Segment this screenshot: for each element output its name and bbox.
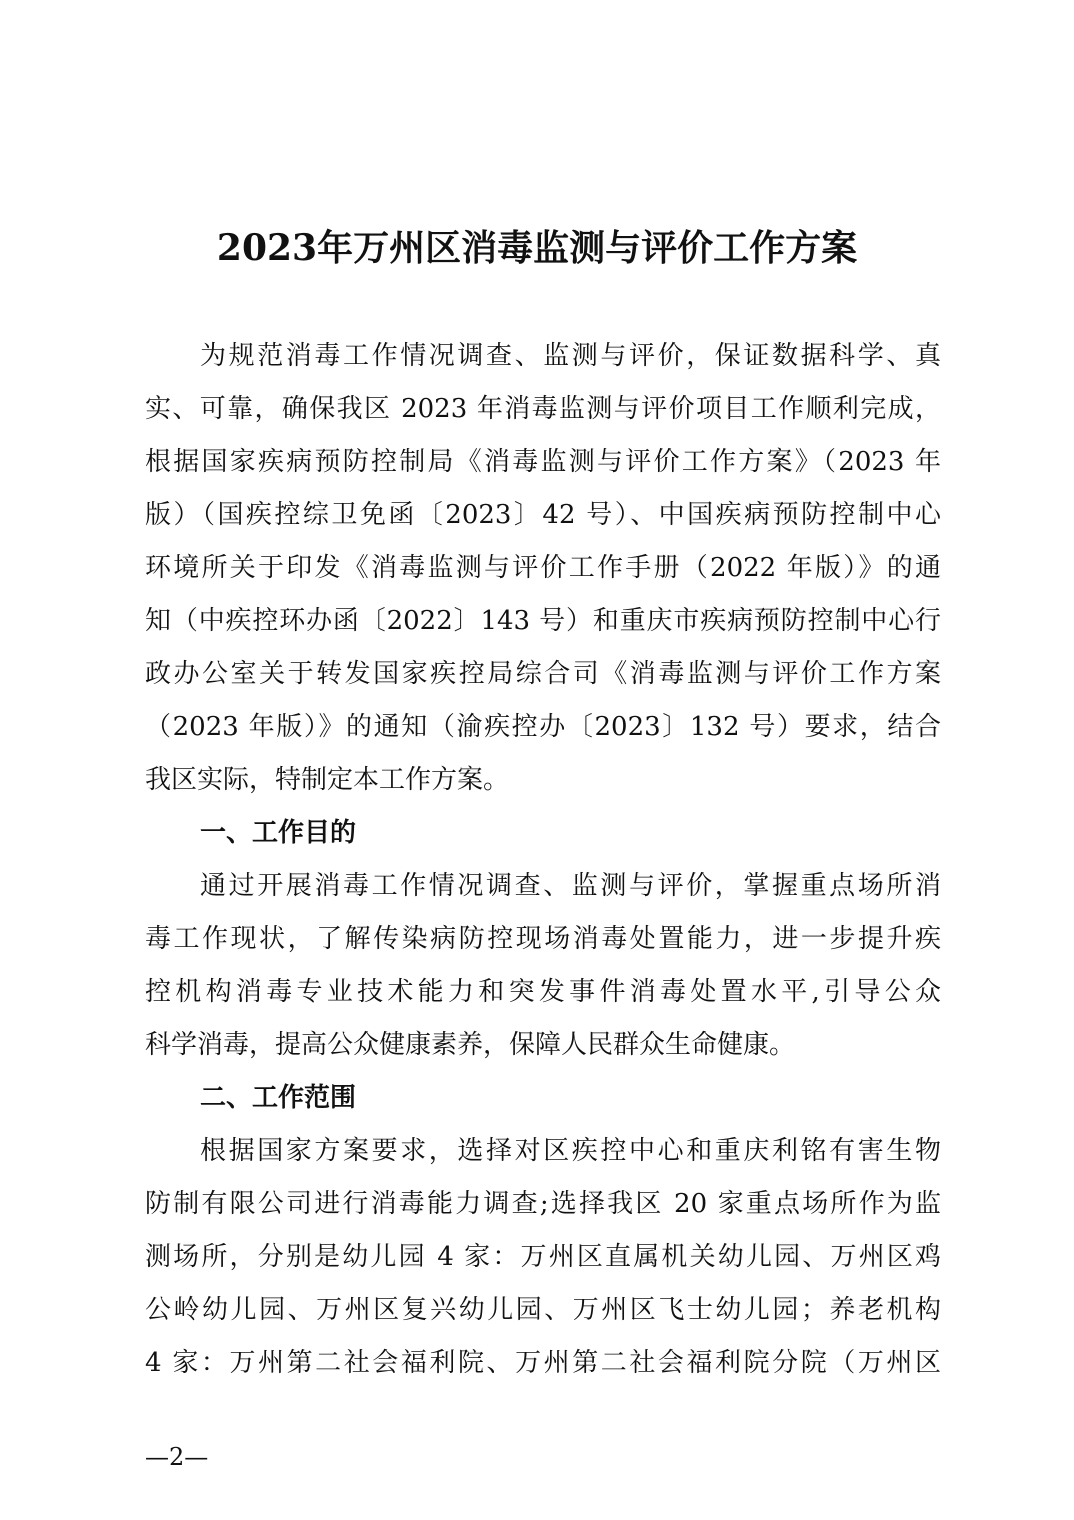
- page-number: —2—: [145, 1443, 209, 1471]
- intro-line-2: 实、可靠，确保我区 2023 年消毒监测与评价项目工作顺利完成，: [145, 394, 941, 424]
- document-title: 2023年万州区消毒监测与评价工作方案: [216, 227, 858, 269]
- intro-line-3: 根据国家疾病预防控制局《消毒监测与评价工作方案》（2023 年: [145, 447, 941, 477]
- section-1-line-4: 科学消毒，提高公众健康素养，保障人民群众生命健康。: [145, 1030, 796, 1060]
- section-2-line-1: 根据国家方案要求，选择对区疾控中心和重庆利铭有害生物: [200, 1136, 941, 1166]
- section-2-line-4: 公岭幼儿园、万州区复兴幼儿园、万州区飞士幼儿园；养老机构: [145, 1295, 941, 1325]
- section-2-line-5: 4 家：万州第二社会福利院、万州第二社会福利院分院（万州区: [145, 1348, 941, 1378]
- section-2-heading: 二、工作范围: [200, 1083, 357, 1113]
- section-1-line-2: 毒工作现状，了解传染病防控现场消毒处置能力，进一步提升疾: [145, 924, 941, 954]
- intro-line-8: （2023 年版）》的通知（渝疾控办〔2023〕132 号）要求，结合: [145, 712, 941, 742]
- intro-line-6: 知（中疾控环办函〔2022〕143 号）和重庆市疾病预防控制中心行: [145, 606, 941, 636]
- intro-line-5: 环境所关于印发《消毒监测与评价工作手册（2022 年版）》的通: [145, 553, 941, 583]
- intro-line-7: 政办公室关于转发国家疾控局综合司《消毒监测与评价工作方案: [145, 659, 941, 689]
- intro-line-9: 我区实际，特制定本工作方案。: [145, 765, 510, 795]
- section-1-line-3: 控机构消毒专业技术能力和突发事件消毒处置水平,引导公众: [145, 977, 941, 1007]
- intro-line-4: 版）（国疾控综卫免函〔2023〕42 号）、中国疾病预防控制中心: [145, 500, 941, 530]
- intro-line-1: 为规范消毒工作情况调查、监测与评价，保证数据科学、真: [200, 341, 941, 371]
- section-1-heading: 一、工作目的: [200, 818, 357, 848]
- section-1-line-1: 通过开展消毒工作情况调查、监测与评价，掌握重点场所消: [200, 871, 941, 901]
- section-2-line-2: 防制有限公司进行消毒能力调查;选择我区 20 家重点场所作为监: [145, 1189, 941, 1219]
- section-2-line-3: 测场所，分别是幼儿园 4 家：万州区直属机关幼儿园、万州区鸡: [145, 1242, 941, 1272]
